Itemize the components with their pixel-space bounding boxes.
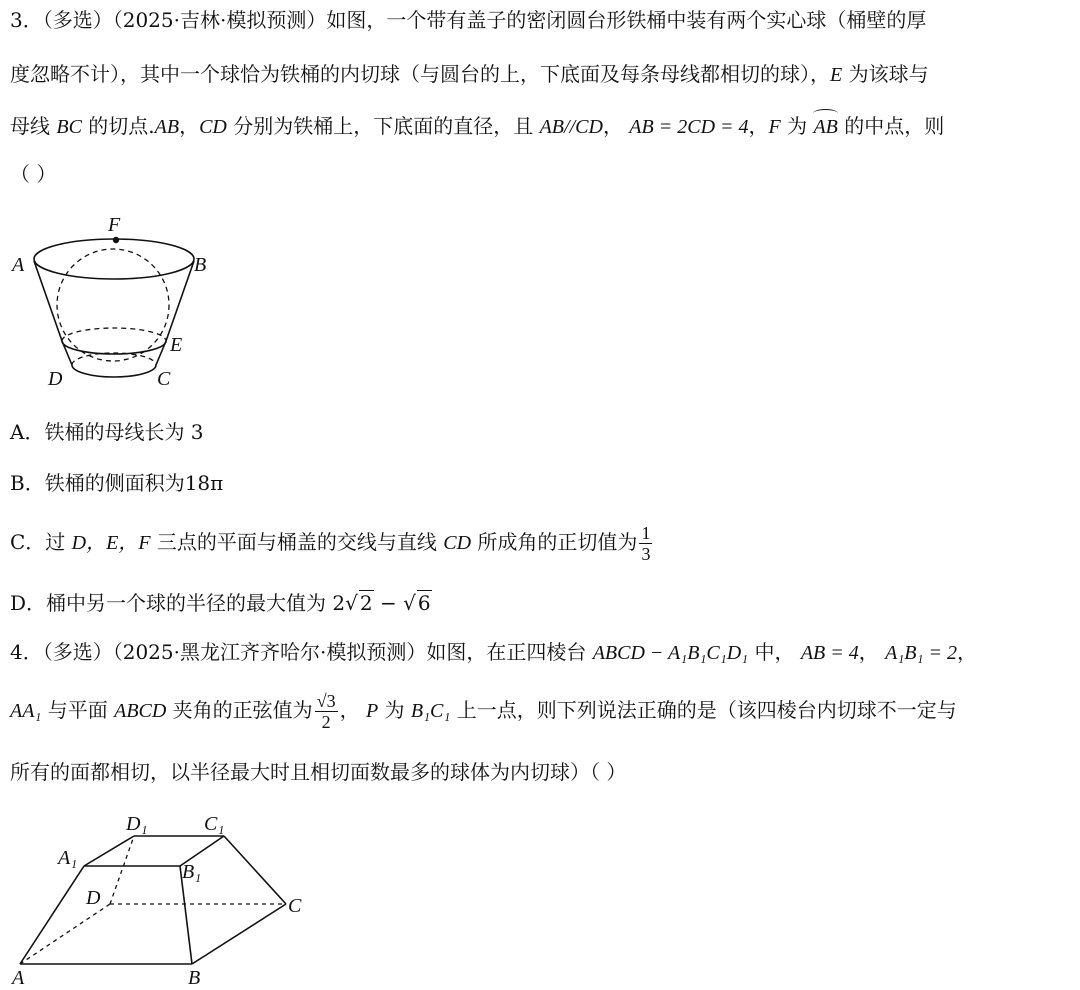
q3-point-f: F (768, 116, 781, 138)
q4-abcd: ABCD (114, 700, 167, 722)
q3-line-3 (10, 114, 944, 139)
q3-ab: AB (154, 116, 180, 138)
q4-line-2 (10, 684, 957, 737)
lower-right-edge (156, 341, 166, 365)
q3-text: 母线 (10, 114, 57, 138)
q3-optd-text: D．桶中另一个球的半径的最大值为 (10, 591, 333, 615)
inscribed-sphere (57, 249, 169, 361)
label-a: A (12, 967, 25, 989)
edge-ad-hidden (20, 904, 110, 964)
q3-text: 分别为铁桶上，下底面的直径，且 (226, 114, 540, 138)
q3-arc-label: AB (813, 116, 838, 138)
edge-d1a1 (84, 836, 134, 866)
q4-text: 为 (378, 698, 411, 722)
label-d: D (48, 368, 63, 390)
q3-option-a: A．铁桶的母线长为 3 (10, 420, 204, 444)
lower-left-edge (62, 341, 72, 365)
q3-optc-cd: CD (443, 532, 472, 554)
q3-line-2-text: 度忽略不计），其中一个球恰为铁桶的内切球（与圆台的上，下底面及每条母线都相切的球）， (10, 62, 830, 86)
q3-optd-radicand-2: 6 (417, 591, 431, 615)
q4-line-1 (10, 640, 977, 665)
fraction-denominator: 2 (321, 712, 331, 732)
q3-optd-coef: 2 (332, 591, 346, 615)
q3-optc-text: 三点的平面与桶盖的交线与直线 (150, 530, 444, 554)
fraction-numerator: 1 (641, 523, 651, 543)
q3-answer-paren: （ ） (10, 162, 57, 186)
edge-cc1 (224, 836, 286, 904)
label-c1: C₁ (204, 813, 225, 835)
q4-text: 与平面 (41, 698, 115, 722)
q4-aa1: AA₁ (10, 700, 42, 722)
q4-frustum-figure (0, 808, 320, 990)
label-b1: B₁ (182, 861, 202, 883)
q3-optc-text: C．过 (10, 530, 72, 554)
q4-text: ， (339, 698, 366, 722)
q3-cd: CD (199, 116, 227, 138)
q3-parallel: AB//CD (539, 116, 603, 138)
label-e: E (170, 334, 183, 356)
q3-optd-radicand-1: 2 (359, 591, 373, 615)
q4-sine-fraction (315, 691, 338, 732)
label-d1: D₁ (126, 813, 148, 835)
q3-text: 为 (780, 114, 814, 138)
q3-option-b: B．铁桶的侧面积为18π (10, 471, 224, 495)
q4-text: 中， (748, 640, 801, 664)
edge-aa1 (20, 866, 84, 964)
top-rim-ellipse (34, 239, 194, 279)
q4-text: ， (956, 640, 977, 664)
label-a: A (12, 254, 25, 276)
fraction-denominator: 3 (641, 544, 651, 564)
q3-line-1: 3．（多选）（2025·吉林·模拟预测）如图，一个带有盖子的密闭圆台形铁桶中装有两个实心球（桶壁的厚 (10, 8, 927, 32)
label-b: B (188, 967, 201, 989)
point-f-dot (113, 237, 119, 243)
fraction-numerator: √3 (316, 691, 336, 711)
label-c: C (157, 368, 171, 390)
q3-text: ， (602, 114, 630, 138)
q3-frustum-figure (0, 205, 240, 395)
q3-optc-text: 所成角的正切值为 (471, 530, 638, 554)
q4-line-3: 所有的面都相切，以半径最大时且相切面数最多的球体为内切球）（ ） (10, 760, 627, 784)
q3-option-c (10, 520, 654, 565)
q4-point-p: P (365, 700, 379, 722)
edge-dd1-hidden (110, 836, 134, 904)
q3-optc-fraction (639, 523, 652, 564)
q3-text: ， (179, 114, 200, 138)
waist-back-arc (62, 328, 166, 341)
q3-line-2-tail: 为该球与 (842, 62, 929, 86)
bottom-front-arc (72, 365, 156, 377)
q3-text: 的中点，则 (837, 114, 945, 138)
label-f: F (108, 214, 121, 236)
q3-bc: BC (56, 116, 82, 138)
q4-b1c1: B₁C₁ (410, 700, 451, 722)
label-b: B (194, 254, 207, 276)
edge-bc (192, 904, 286, 964)
q4-text: ， (858, 640, 886, 664)
label-a1: A₁ (58, 847, 78, 869)
q4-text: 夹角的正弦值为 (166, 698, 313, 722)
arc-mark-icon (813, 109, 837, 118)
q3-point-e: E (830, 64, 843, 86)
q4-solid-name: ABCD − A₁B₁C₁D₁ (592, 642, 749, 664)
q4-ab: AB = 4 (800, 642, 859, 664)
q3-line-2 (10, 62, 929, 87)
q4-text: 上一点，则下列说法正确的是（该四棱台内切球不一定与 (450, 698, 957, 722)
label-c: C (288, 895, 302, 917)
q4-text: 4．（多选）（2025·黑龙江齐齐哈尔·模拟预测）如图，在正四棱台 (10, 640, 593, 664)
q3-option-d: D．桶中另一个球的半径的最大值为 2√ 2 − √ 6 (10, 591, 431, 615)
q3-equation: AB = 2CD = 4 (629, 116, 749, 138)
q3-text: 的切点. (81, 114, 155, 138)
q3-optc-points: D，E，F (71, 532, 151, 554)
q3-arc-ab (813, 115, 837, 139)
label-d: D (86, 887, 101, 909)
q3-text: ， (748, 114, 769, 138)
q4-a1b1: A₁B₁ = 2 (885, 642, 957, 664)
q3-optd-minus: − (373, 591, 404, 615)
